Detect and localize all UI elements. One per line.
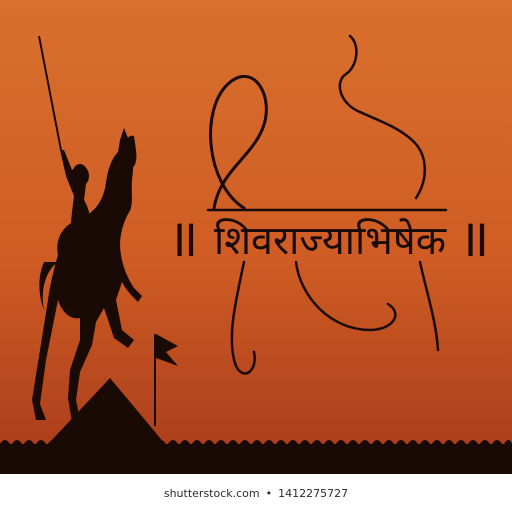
banner-title: शिवराज्याभिषेक (214, 218, 448, 264)
watermark-site: shutterstock.com (163, 486, 260, 500)
watermark-bar (0, 474, 512, 512)
divider-left: ॥ (167, 209, 199, 269)
divider-right: ॥ (458, 209, 490, 269)
watermark-image-number: 1412275727 (278, 486, 349, 500)
watermark-separator: • (265, 486, 273, 500)
